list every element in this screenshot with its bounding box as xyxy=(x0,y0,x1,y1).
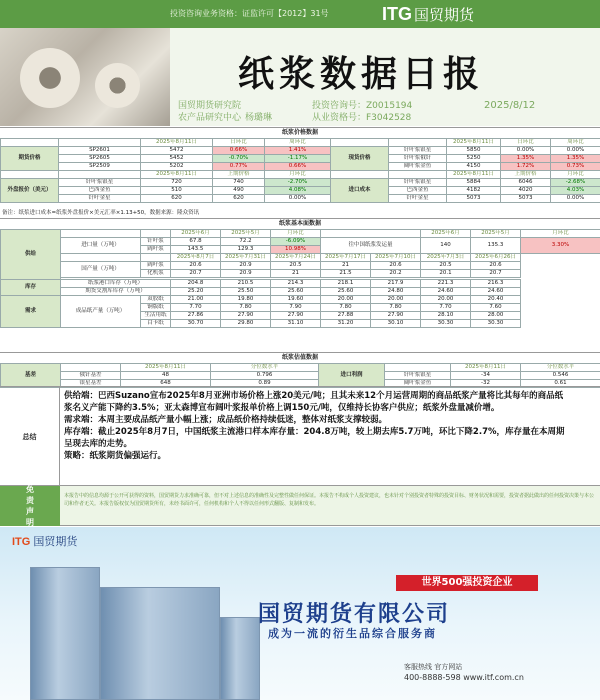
cell: -34 xyxy=(451,372,521,380)
cell: 针叶浆 xyxy=(141,238,171,246)
cell: 27.88 xyxy=(321,312,371,320)
cell: 48 xyxy=(121,372,211,380)
company-name: 国贸期货有限公司 xyxy=(258,602,451,627)
cell: 20.6 xyxy=(371,262,421,270)
cell: 月环比 xyxy=(551,171,600,179)
cell: 2025年8月7日 xyxy=(171,254,221,262)
dept-1: 国贸期货研究院 xyxy=(178,101,242,111)
cell: 6046 xyxy=(501,179,551,187)
cell: 阔叶浆金鱼 xyxy=(385,380,451,388)
cell: 7.80 xyxy=(321,304,371,312)
cell: 20.1 xyxy=(421,270,471,278)
cell: 29.80 xyxy=(221,320,271,328)
cell: 5884 xyxy=(447,179,501,187)
cell: 俄针基差 xyxy=(61,372,121,380)
cell: 72.2 xyxy=(221,238,271,246)
cell: 上期价格 xyxy=(501,171,551,179)
cell: 分位数水平 xyxy=(211,364,319,372)
cell: 4.03% xyxy=(551,187,600,195)
cell: 5850 xyxy=(447,147,501,155)
cell: 20.5 xyxy=(421,262,471,270)
ad-logo: ITG 国贸期货 xyxy=(12,536,78,548)
license-text: 投资咨询业务资格：证监许可【2012】31号 xyxy=(170,9,329,18)
import-profit-label: 进口利润 xyxy=(319,364,385,388)
import-volume-label: 进口量（万吨） xyxy=(61,238,141,254)
summary-line: 浆名义产能下降约3.5%；亚太森博宣布阔叶浆报单价格上调150元/吨，仅维持长协客户供应；纸浆外盘量减价增。 xyxy=(64,403,500,413)
domestic-output-label: 国产量（万吨） xyxy=(61,262,141,278)
cell: 0.66% xyxy=(213,147,265,155)
cell: 2025年7月31日 xyxy=(221,254,271,262)
cell: SP2509 xyxy=(59,163,141,171)
cell: -2.70% xyxy=(265,179,331,187)
supply-label: 供给 xyxy=(1,230,61,280)
cell: 5472 xyxy=(141,147,213,155)
futures-label: 期货价格 xyxy=(1,147,59,171)
building-image xyxy=(30,567,100,700)
cell: 648 xyxy=(121,380,211,388)
cell: 4020 xyxy=(501,187,551,195)
cell: 740 xyxy=(213,179,265,187)
cell: 20.00 xyxy=(321,296,371,304)
paper-roll-icon xyxy=(95,63,140,108)
cell: 7.70 xyxy=(421,304,471,312)
cell: 银星基差 xyxy=(61,380,121,388)
cell: 2025年5月 xyxy=(471,230,521,238)
cell: 20.7 xyxy=(171,270,221,278)
cell: 白卡纸 xyxy=(141,320,171,328)
cell: 0.73% xyxy=(551,163,600,171)
cell: 20.00 xyxy=(371,296,421,304)
cell: 143.5 xyxy=(171,246,221,254)
cell: 21 xyxy=(271,270,321,278)
cell: 20.7 xyxy=(471,270,521,278)
futures-foreign-table xyxy=(0,138,331,203)
cell: 0.00% xyxy=(551,147,600,155)
company-slogan: 成为一流的衍生品综合服务商 xyxy=(268,627,437,640)
cell: 135.3 xyxy=(471,238,521,254)
cell: 30.30 xyxy=(471,320,521,328)
summary-line: 呈现去库的走势。 xyxy=(64,439,133,449)
report-date: 2025/8/12 xyxy=(484,100,536,111)
cell: 25.60 xyxy=(321,288,371,296)
cell: 5250 xyxy=(447,155,501,163)
col-date: 2025年8月11日 xyxy=(141,139,213,147)
cell: 204.8 xyxy=(171,280,221,288)
cell: 28.10 xyxy=(421,312,471,320)
cell: 4150 xyxy=(447,163,501,171)
itg-logo: ITG 国贸期货 xyxy=(382,4,475,24)
disclaimer-section xyxy=(0,486,600,526)
cell: 5073 xyxy=(501,195,551,203)
building-image xyxy=(220,617,260,700)
section-price-title: 纸浆价格数据 xyxy=(0,127,600,139)
cell: 0.77% xyxy=(213,163,265,171)
hotline-label: 客服热线 官方网站 xyxy=(404,663,463,671)
cell: 25.20 xyxy=(171,288,221,296)
hotline-and-website: 400-8888-598 www.itf.com.cn xyxy=(404,673,524,682)
section-fundamental-title: 纸浆基本面数据 xyxy=(0,218,600,230)
cell: 27.90 xyxy=(271,312,321,320)
cell: 5452 xyxy=(141,155,213,163)
cell: SP2605 xyxy=(59,155,141,163)
cell: 0.00% xyxy=(265,195,331,203)
cell: 月环比 xyxy=(265,171,331,179)
cell: 2025年7月24日 xyxy=(271,254,321,262)
cell: 221.3 xyxy=(421,280,471,288)
cell: 20.5 xyxy=(271,262,321,270)
cell: 2025年8月11日 xyxy=(141,171,213,179)
cell: 0.66% xyxy=(265,163,331,171)
cell: 30.30 xyxy=(421,320,471,328)
cell: 5202 xyxy=(141,163,213,171)
cell: 140 xyxy=(421,238,471,254)
cell: 20.6 xyxy=(471,262,521,270)
cell: 620 xyxy=(141,195,213,203)
cell: 25.50 xyxy=(221,288,271,296)
cell: 7.70 xyxy=(171,304,221,312)
cell: 巴西金鱼 xyxy=(59,187,141,195)
analyst-name: 杨璐琳 xyxy=(245,113,273,123)
col-weekly: 周环比 xyxy=(265,139,331,147)
cell: 0.89 xyxy=(211,380,319,388)
cell: 2025年5月 xyxy=(221,230,271,238)
header xyxy=(0,0,600,126)
cell: 19.60 xyxy=(271,296,321,304)
cell: 20.00 xyxy=(421,296,471,304)
cell: 216.3 xyxy=(471,280,521,288)
cell: 2025年6月 xyxy=(421,230,471,238)
paper-roll-icon xyxy=(20,48,80,108)
cell: 0.61 xyxy=(521,380,600,388)
import-cost-label: 进口成本 xyxy=(331,179,389,203)
cell: 27.86 xyxy=(171,312,221,320)
dept-2: 农产品研究中心 xyxy=(178,113,242,123)
cell: 7.60 xyxy=(471,304,521,312)
cell: 针叶金星 xyxy=(389,195,447,203)
summary-line: 库存端：截止2025年8月7日，中国纸浆主流港口样本库存量：204.8万吨，较上期去库5.7万吨，环比下降2.7%，库存量在本周期 xyxy=(64,427,565,437)
cell: 生活用纸 xyxy=(141,312,171,320)
company-advertisement xyxy=(0,527,600,700)
cell: 2025年7月10日 xyxy=(371,254,421,262)
cell: 1.35% xyxy=(551,155,600,163)
cell: 20.9 xyxy=(221,262,271,270)
cell: 上期价格 xyxy=(213,171,265,179)
cell: -2.68% xyxy=(551,179,600,187)
qualification-2: 从业资格号：F3042528 xyxy=(312,113,412,123)
cell: 4.08% xyxy=(265,187,331,195)
spot-label: 现货价格 xyxy=(331,147,389,171)
cell: 21.5 xyxy=(321,270,371,278)
cell: 25.60 xyxy=(271,288,321,296)
cell: 日环比 xyxy=(501,139,551,147)
cell: 月环比 xyxy=(521,230,600,238)
cell: 双胶纸 xyxy=(141,296,171,304)
valuation-table xyxy=(0,363,600,388)
cell: 铜版纸 xyxy=(141,304,171,312)
cell: 3.30% xyxy=(521,238,600,254)
cell: 2025年8月11日 xyxy=(447,139,501,147)
cell: 21.00 xyxy=(171,296,221,304)
summary-text xyxy=(64,390,596,462)
cell: 30.70 xyxy=(171,320,221,328)
cell: 218.1 xyxy=(321,280,371,288)
basis-label: 基差 xyxy=(1,364,61,388)
cell: 1.41% xyxy=(265,147,331,155)
paper-output-label: 成品纸产量（万吨） xyxy=(61,296,141,328)
summary-label: 总结 xyxy=(0,387,60,487)
cell: 阔叶浆 xyxy=(141,246,171,254)
cell: 67.8 xyxy=(171,238,221,246)
cell: 阔叶浆 xyxy=(141,262,171,270)
cell: 分位数水平 xyxy=(521,364,600,372)
disclaimer-label: 免 责 声 明 xyxy=(0,486,60,526)
col-daily: 日环比 xyxy=(213,139,265,147)
cell: 720 xyxy=(141,179,213,187)
cell: 巴西金鱼 xyxy=(389,187,447,195)
cell: 24.60 xyxy=(471,288,521,296)
cell: 31.20 xyxy=(321,320,371,328)
building-image xyxy=(100,587,220,700)
disclaimer-text: 本报告中的信息均源于公开可获得的资料，国贸期货力求准确可靠，但不对上述信息的准确性及完整性做任何保证。本报告不构成个人投资建议，也未针对个别投资者特殊的投资目标、财务状况和需要，投资者据此做出的任何投资决策与本公司和作者无关。本报告版权仅为国贸期货所有，未经书面许可，任何机构和个人不得以任何形式翻版、复制和发布。 xyxy=(64,493,595,507)
cell: 20.6 xyxy=(171,262,221,270)
summary-line: 策略：纸浆期货偏强运行。 xyxy=(64,451,167,461)
cell: 周环比 xyxy=(551,139,600,147)
cell: -6.09% xyxy=(271,238,321,246)
cell: 2025年8月11日 xyxy=(451,364,521,372)
cell: 化机浆 xyxy=(141,270,171,278)
cell: 2025年6月26日 xyxy=(471,254,521,262)
cell: 20.9 xyxy=(221,270,271,278)
cell: 620 xyxy=(213,195,265,203)
cell: 针叶金星 xyxy=(59,195,141,203)
cell: 针叶浆银星 xyxy=(59,179,141,187)
cell: 19.80 xyxy=(221,296,271,304)
cell: 2025年8月11日 xyxy=(121,364,211,372)
cell: 0.796 xyxy=(211,372,319,380)
cell: -32 xyxy=(451,380,521,388)
qualification-1: 投资咨询号：Z0015194 xyxy=(312,101,413,111)
cell: 7.90 xyxy=(271,304,321,312)
summary-line: 需求端：本周主要成品纸产量小幅上涨；成品纸价格持续低迷，整体对纸浆支撑较弱。 xyxy=(64,415,388,425)
cell: 2025年7月17日 xyxy=(321,254,371,262)
section-valuation-title: 纸浆估值数据 xyxy=(0,352,600,364)
cell: 20.2 xyxy=(371,270,421,278)
cell: 0.00% xyxy=(501,147,551,155)
cell: 针叶浆银星 xyxy=(385,372,451,380)
spot-import-table xyxy=(330,138,600,203)
summary-section xyxy=(0,386,600,486)
transit-label: 往中国纸浆发运量 xyxy=(321,238,421,254)
cell: 2025年8月11日 xyxy=(447,171,501,179)
cell: 1.35% xyxy=(501,155,551,163)
cell: 510 xyxy=(141,187,213,195)
cell: 期货交割库库存（万吨） xyxy=(61,288,171,296)
cell: 28.00 xyxy=(471,312,521,320)
cell: 7.80 xyxy=(371,304,421,312)
cell: 纸浆港口库存（万吨） xyxy=(61,280,171,288)
page-title: 纸浆数据日报 xyxy=(238,54,485,95)
cell: 490 xyxy=(213,187,265,195)
cell: SP2601 xyxy=(59,147,141,155)
paper-mill-photo xyxy=(0,28,170,126)
cell: 2025年6月 xyxy=(171,230,221,238)
cell: 针叶浆银星 xyxy=(389,179,447,187)
cell: 27.90 xyxy=(371,312,421,320)
demand-label: 需求 xyxy=(1,296,61,328)
inventory-label: 库存 xyxy=(1,280,61,296)
cell: -1.17% xyxy=(265,155,331,163)
cell: 31.10 xyxy=(271,320,321,328)
price-note: 备注：纸浆进口成本=纸浆外盘报价×美元汇率×1.13+50，数据来源：隆众资讯 xyxy=(2,210,200,216)
fundamental-table xyxy=(0,229,600,328)
cell: 21 xyxy=(321,262,371,270)
cell: 210.5 xyxy=(221,280,271,288)
cell: 217.9 xyxy=(371,280,421,288)
cell: 24.60 xyxy=(421,288,471,296)
cell: 阔叶浆金鱼 xyxy=(389,163,447,171)
cell: 7.80 xyxy=(221,304,271,312)
cell: 10.98% xyxy=(271,246,321,254)
summary-line: 供给端：巴西Suzano宣布2025年8月亚洲市场价格上涨20美元/吨；且其未来12个月运营周期的商品纸浆产量将比其每年的商品纸 xyxy=(64,391,564,401)
cell: -0.70% xyxy=(213,155,265,163)
cell: 20.40 xyxy=(471,296,521,304)
cell: 214.3 xyxy=(271,280,321,288)
cell: 24.80 xyxy=(371,288,421,296)
cell: 5073 xyxy=(447,195,501,203)
cell: 4182 xyxy=(447,187,501,195)
cell: 1.72% xyxy=(501,163,551,171)
cell: 2025年7月3日 xyxy=(421,254,471,262)
cell: 针叶浆俄针 xyxy=(389,155,447,163)
cell: 30.10 xyxy=(371,320,421,328)
cell: 129.3 xyxy=(221,246,271,254)
cell: 27.90 xyxy=(221,312,271,320)
foreign-label: 外盘报价（美元） xyxy=(1,179,59,203)
fortune-500-banner: 世界500强投资企业 xyxy=(396,575,538,591)
cell: 针叶浆银星 xyxy=(389,147,447,155)
cell: 0.546 xyxy=(521,372,600,380)
cell: 0.00% xyxy=(551,195,600,203)
cell: 月环比 xyxy=(271,230,321,238)
